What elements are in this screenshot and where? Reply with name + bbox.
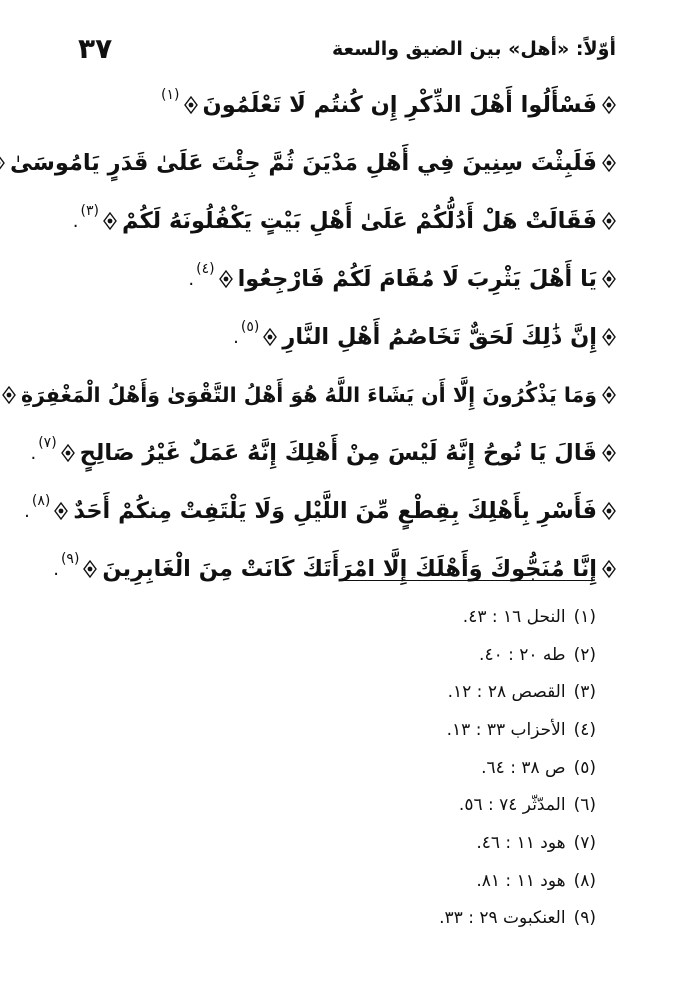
ornate-bracket-close-icon (59, 444, 77, 462)
footnote-number: (٣) (573, 682, 596, 703)
footnote-text: القصص ٢٨ : ١٢. (447, 682, 566, 703)
verse-text: إِنَّا مُنَجُّوكَ وَأَهْلَكَ إِلَّا امْرَأَتَكَ كَانَتْ مِنَ الْغَابِرِينَ (102, 556, 597, 582)
footnote-ref[interactable]: (٨) (31, 493, 51, 509)
verse-end-mark: . (233, 326, 239, 348)
footnote-number: (٤) (573, 719, 596, 740)
footnote-ref[interactable]: (١) (161, 87, 180, 103)
verse-text: قَالَ يَا نُوحُ إِنَّهُ لَيْسَ مِنْ أَهْلِكَ إِنَّهُ عَمَلٌ غَيْرُ صَالِحٍ (79, 440, 597, 466)
verse-end-mark: . (53, 558, 59, 580)
ornate-bracket-open-icon (600, 96, 618, 114)
ornate-bracket-close-icon (101, 212, 119, 230)
footnote-item (196, 786, 596, 824)
footnote-ref[interactable]: (٤) (196, 261, 215, 277)
ornate-bracket-open-icon (600, 328, 618, 346)
ornate-bracket-close-icon (217, 270, 235, 288)
ornate-bracket-open-icon (600, 270, 618, 288)
verse-end-mark: . (30, 442, 37, 464)
verse-text: فَقَالَتْ هَلْ أَدُلُّكُمْ عَلَىٰ أَهْلِ بَيْتٍ يَكْفُلُونَهُ لَكُمْ (121, 208, 597, 234)
ornate-bracket-open-icon (600, 502, 618, 520)
footnote-text: المدّثّر ٧٤ : ٥٦. (458, 795, 566, 816)
footnote-item (196, 598, 596, 636)
ornate-bracket-close-icon (182, 96, 200, 114)
verse-end-mark: . (24, 500, 30, 522)
footnote-text: النحل ١٦ : ٤٣. (462, 606, 566, 627)
ornate-bracket-close-icon (81, 560, 99, 578)
footnote-number: (٦) (573, 795, 596, 816)
page-number: ٣٧ (78, 32, 113, 65)
ornate-bracket-close-icon (52, 502, 70, 520)
verse-text: وَمَا يَذْكُرُونَ إِلَّا أَن يَشَاءَ اللَّهُ هُوَ أَهْلُ التَّقْوَىٰ وَأَهْلُ الْمَغْفِرَةِ (20, 383, 597, 407)
footnote-item (196, 862, 596, 900)
verse-line (20, 366, 618, 424)
verse-line (50, 76, 618, 134)
footnote-number: (٥) (573, 757, 596, 778)
footnote-text: الأحزاب ٣٣ : ١٣. (446, 719, 566, 740)
footnote-item (196, 824, 596, 862)
verse-line (50, 250, 618, 308)
verse-end-mark: . (188, 268, 195, 290)
ornate-bracket-open-icon (600, 386, 618, 404)
verse-text: فَلَبِثْتَ سِنِينَ فِي أَهْلِ مَدْيَنَ ثُمَّ جِئْتَ عَلَىٰ قَدَرٍ يَامُوسَىٰ (10, 150, 597, 176)
ornate-bracket-close-icon (0, 154, 7, 172)
verse-line (24, 482, 618, 540)
footnote-text: طه ٢٠ : ٤٠. (479, 644, 566, 665)
ornate-bracket-open-icon (600, 444, 618, 462)
footnote-ref[interactable]: (٧) (38, 435, 57, 451)
footnote-list (196, 598, 596, 937)
verse-line (50, 192, 618, 250)
footnote-number: (٩) (573, 908, 596, 929)
verse-line (50, 308, 618, 366)
footnote-text: هود ١١ : ٤٦. (476, 832, 566, 853)
footnote-number: (٨) (573, 870, 596, 891)
footnote-number: (٧) (573, 832, 596, 853)
verse-text: فَأَسْرِ بِأَهْلِكَ بِقِطْعٍ مِّنَ اللَّيْلِ وَلَا يَلْتَفِتْ مِنكُمْ أَحَدٌ (73, 498, 597, 524)
ornate-bracket-open-icon (600, 154, 618, 172)
ornate-bracket-open-icon (600, 560, 618, 578)
verse-end-mark: . (72, 210, 79, 232)
footnote-ref[interactable]: (٩) (60, 551, 80, 567)
footnote-text: ص ٣٨ : ٦٤. (481, 757, 566, 778)
verse-text: يَا أَهْلَ يَثْرِبَ لَا مُقَامَ لَكُمْ فَارْجِعُوا (237, 266, 597, 292)
footnote-separator (340, 580, 592, 581)
ornate-bracket-open-icon (600, 212, 618, 230)
footnote-item (196, 636, 596, 674)
footnote-ref[interactable]: (٣) (80, 203, 99, 219)
verse-line (30, 424, 618, 482)
footnote-item (196, 900, 596, 938)
footnote-number: (١) (573, 606, 596, 627)
footnote-number: (٢) (573, 644, 596, 665)
verse-text: إِنَّ ذَٰلِكَ لَحَقٌّ تَخَاصُمُ أَهْلِ النَّارِ (282, 324, 597, 350)
page-header (60, 30, 618, 70)
footnote-item (196, 673, 596, 711)
verse-line (50, 540, 618, 598)
verse-list (10, 76, 618, 598)
verse-line (10, 134, 618, 192)
verse-text: فَسْأَلُوا أَهْلَ الذِّكْرِ إِن كُنتُم لَا تَعْلَمُونَ (202, 92, 597, 118)
footnote-item (196, 711, 596, 749)
running-title: أوّلاً: «أهل» بين الضيق والسعة (332, 38, 616, 60)
footnote-item (196, 749, 596, 787)
footnote-ref[interactable]: (٥) (240, 319, 260, 335)
footnote-text: هود ١١ : ٨١. (476, 870, 566, 891)
footnote-text: العنكبوت ٢٩ : ٣٣. (439, 908, 566, 929)
ornate-bracket-close-icon (0, 386, 18, 404)
ornate-bracket-close-icon (261, 328, 279, 346)
